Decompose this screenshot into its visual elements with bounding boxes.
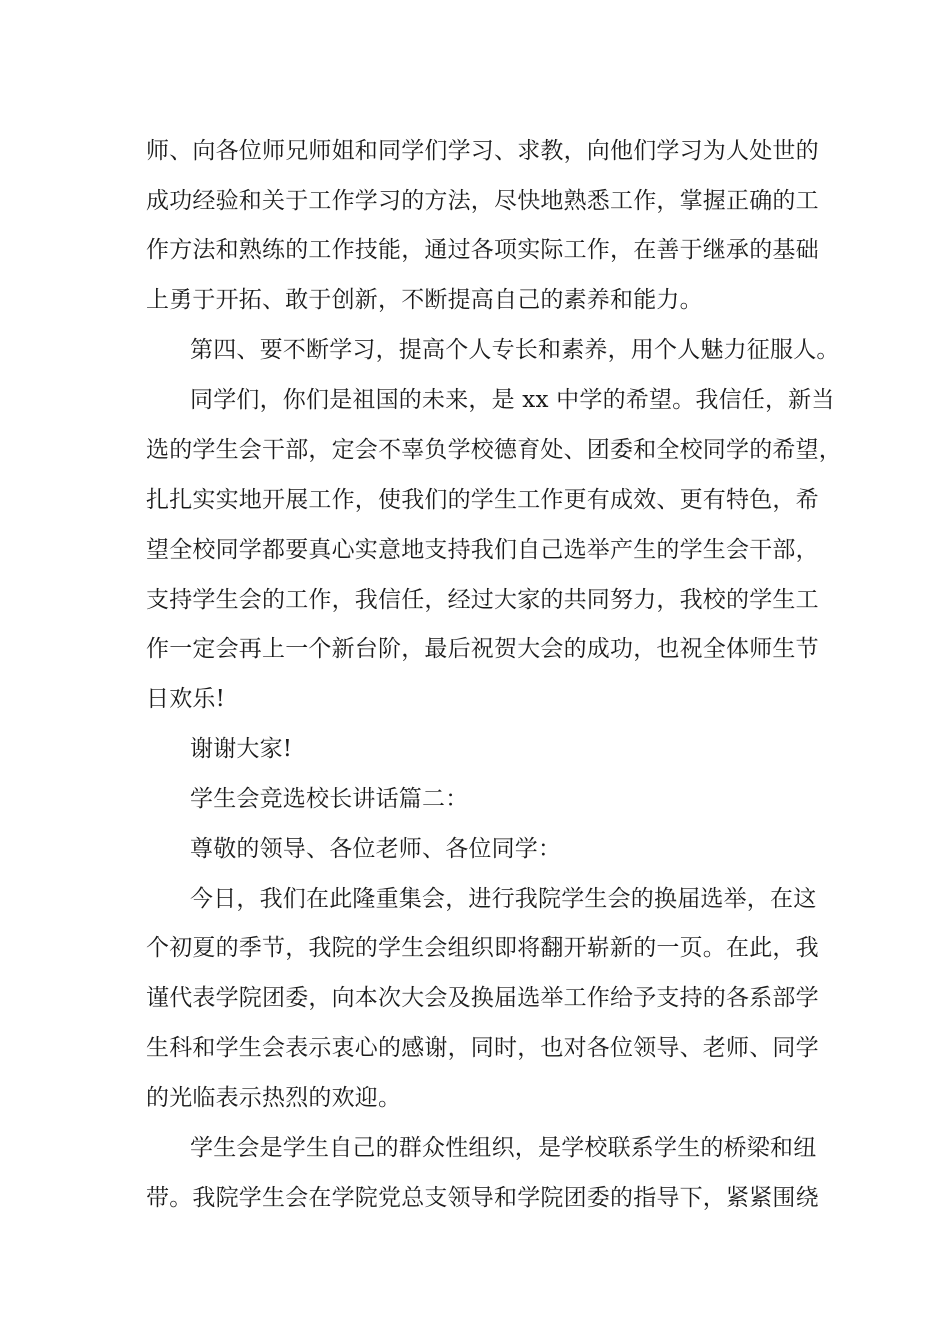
- text-line: 作一定会再上一个新台阶，最后祝贺大会的成功，也祝全体师生节: [146, 636, 819, 662]
- text-line: 学生会竞选校长讲话篇二：: [190, 786, 469, 812]
- text-line: 望全校同学都要真心实意地支持我们自己选举产生的学生会干部，: [146, 537, 819, 563]
- text-line: 的光临表示热烈的欢迎。: [146, 1085, 402, 1111]
- text-line: 日欢乐!: [146, 686, 226, 712]
- text-line: 尊敬的领导、各位老师、各位同学：: [190, 836, 562, 862]
- text-line: 扎扎实实地开展工作，使我们的学生工作更有成效、更有特色，希: [146, 487, 819, 513]
- text-line: 作方法和熟练的工作技能，通过各项实际工作，在善于继承的基础: [146, 237, 819, 263]
- text-line: 成功经验和关于工作学习的方法，尽快地熟悉工作，掌握正确的工: [146, 188, 819, 214]
- text-line: 谢谢大家!: [190, 736, 293, 762]
- text-line: 带。我院学生会在学院党总支领导和学院团委的指导下，紧紧围绕: [146, 1185, 819, 1211]
- text-line: 选的学生会干部，定会不辜负学校德育处、团委和全校同学的希望，: [146, 437, 842, 463]
- text-line: 学生会是学生自己的群众性组织，是学校联系学生的桥梁和纽: [190, 1135, 817, 1161]
- text-line: 支持学生会的工作，我信任，经过大家的共同努力，我校的学生工: [146, 587, 819, 613]
- text-line: 个初夏的季节，我院的学生会组织即将翻开崭新的一页。在此，我: [146, 935, 819, 961]
- text-line: 第四、要不断学习，提高个人专长和素养，用个人魅力征服人。: [190, 337, 840, 363]
- text-line: 同学们，你们是祖国的未来，是 xx 中学的希望。我信任，新当: [190, 387, 835, 413]
- text-line: 生科和学生会表示衷心的感谢，同时，也对各位领导、老师、同学: [146, 1035, 819, 1061]
- text-line: 上勇于开拓、敢于创新，不断提高自己的素养和能力。: [146, 287, 703, 313]
- text-line: 师、向各位师兄师姐和同学们学习、求教，向他们学习为人处世的: [146, 138, 819, 164]
- text-line: 今日，我们在此隆重集会，进行我院学生会的换届选举，在这: [190, 886, 817, 912]
- text-line: 谨代表学院团委，向本次大会及换届选举工作给予支持的各系部学: [146, 985, 819, 1011]
